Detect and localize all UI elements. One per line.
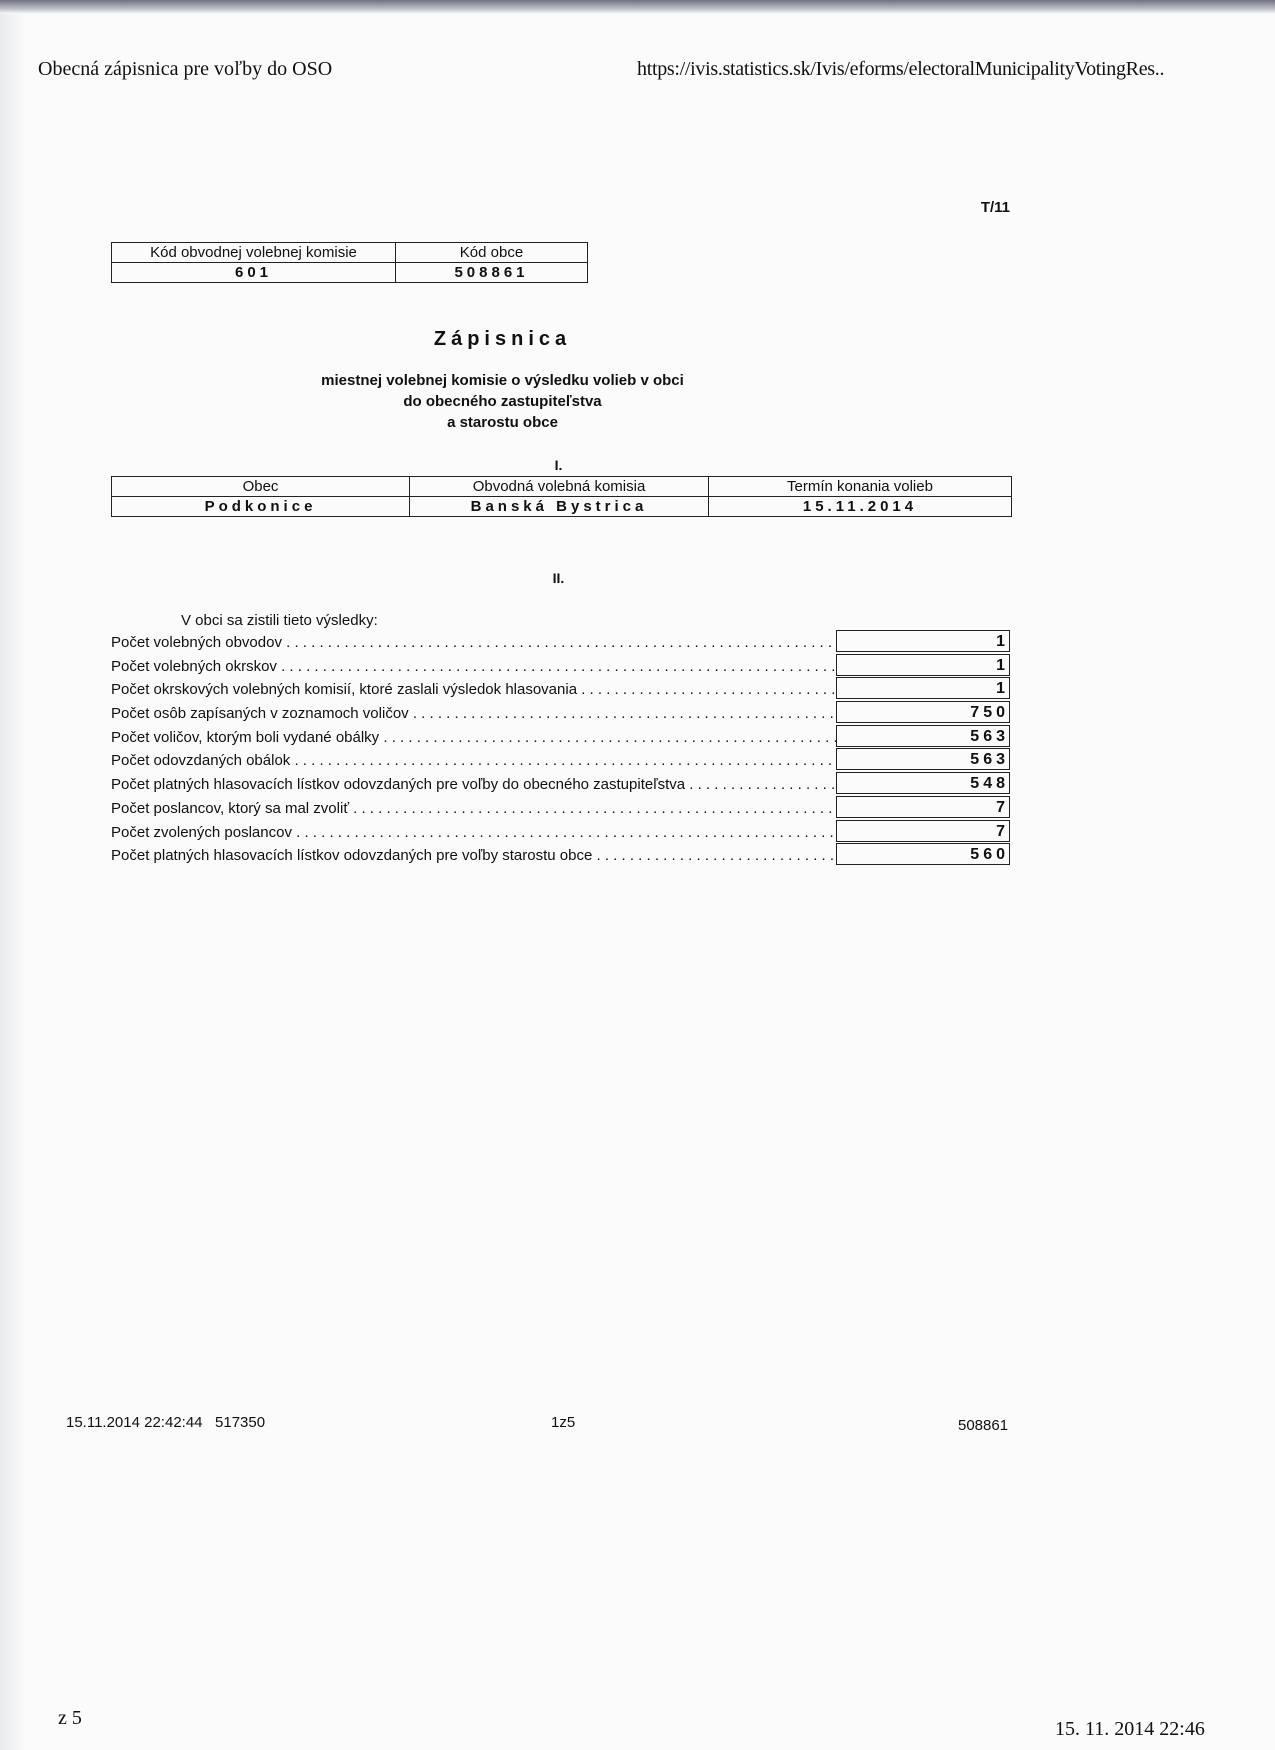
result-row	[111, 772, 1012, 796]
result-value: 750	[836, 701, 1010, 723]
result-value: 1	[836, 630, 1010, 652]
scan-edge-top	[0, 0, 1275, 14]
result-value: 1	[836, 654, 1010, 676]
results-list	[111, 630, 1012, 867]
document-title: Zápisnica	[433, 328, 572, 350]
section-1-heading: I.	[554, 457, 563, 473]
result-label: Počet odovzdaných obálok . . .	[111, 752, 837, 769]
result-label: Počet okrskových volebných komisií, ktoré zaslali výsledok hlasovania . . .	[111, 681, 837, 698]
commission-code-value: 601	[112, 263, 396, 283]
browser-print-url: https://ivis.statistics.sk/Ivis/eforms/electoralMunicipalityVotingRes..	[637, 58, 1165, 80]
result-value: 7	[836, 796, 1010, 818]
result-row	[111, 677, 1012, 701]
result-label: Počet volebných obvodov . . .	[111, 634, 837, 651]
section-2-heading: II.	[552, 570, 565, 586]
result-label: Počet volebných okrskov . . .	[111, 658, 837, 675]
subtitle-line-2: do obecného zastupiteľstva	[403, 393, 602, 410]
election-date-value: 15.11.2014	[709, 497, 1012, 517]
result-value: 7	[836, 820, 1010, 842]
result-value: 560	[836, 843, 1010, 865]
result-label: Počet platných hlasovacích lístkov odovzdaných pre voľby do obecného zastupiteľstva . . .	[111, 776, 837, 793]
result-label: Počet poslancov, ktorý sa mal zvoliť . . .	[111, 800, 837, 817]
footer-timestamp: 15.11.2014 22:42:44 517350	[66, 1414, 266, 1431]
result-row	[111, 701, 1012, 725]
commission-code-label: Kód obvodnej volebnej komisie	[112, 243, 396, 263]
footer-page-number: 1z5	[551, 1414, 576, 1431]
result-row	[111, 820, 1012, 844]
codes-table	[111, 242, 588, 283]
result-row	[111, 796, 1012, 820]
browser-print-page-mark: z 5	[58, 1707, 82, 1729]
municipality-header: Obec	[112, 477, 410, 497]
browser-print-title: Obecná zápisnica pre voľby do OSO	[38, 58, 333, 80]
results-intro: V obci sa zistili tieto výsledky:	[181, 612, 378, 629]
subtitle-line-3: a starostu obce	[447, 414, 558, 431]
district-commission-header: Obvodná volebná komisia	[410, 477, 709, 497]
election-info-table	[111, 476, 1012, 517]
result-label: Počet voličov, ktorým boli vydané obálky . . .	[111, 729, 837, 746]
result-label: Počet osôb zapísaných v zoznamoch voličov . . .	[111, 705, 837, 722]
result-row	[111, 843, 1012, 867]
scan-edge-left	[0, 0, 26, 1750]
result-row	[111, 748, 1012, 772]
browser-print-timestamp: 15. 11. 2014 22:46	[1055, 1718, 1205, 1740]
result-value: 548	[836, 772, 1010, 794]
result-label: Počet zvolených poslancov . . .	[111, 824, 837, 841]
election-date-header: Termín konania volieb	[709, 477, 1012, 497]
form-code: T/11	[980, 199, 1010, 216]
result-value: 563	[836, 748, 1010, 770]
footer-municipality-code: 508861	[958, 1417, 1009, 1434]
result-value: 563	[836, 725, 1010, 747]
result-row	[111, 630, 1012, 654]
municipality-code-value: 508861	[396, 263, 588, 283]
district-commission-value: Banská Bystrica	[410, 497, 709, 517]
subtitle-line-1: miestnej volebnej komisie o výsledku volieb v obci	[321, 372, 684, 389]
result-row	[111, 654, 1012, 678]
result-label: Počet platných hlasovacích lístkov odovzdaných pre voľby starostu obce . . .	[111, 847, 837, 864]
result-value: 1	[836, 677, 1010, 699]
municipality-code-label: Kód obce	[396, 243, 588, 263]
municipality-value: Podkonice	[112, 497, 410, 517]
result-row	[111, 725, 1012, 749]
